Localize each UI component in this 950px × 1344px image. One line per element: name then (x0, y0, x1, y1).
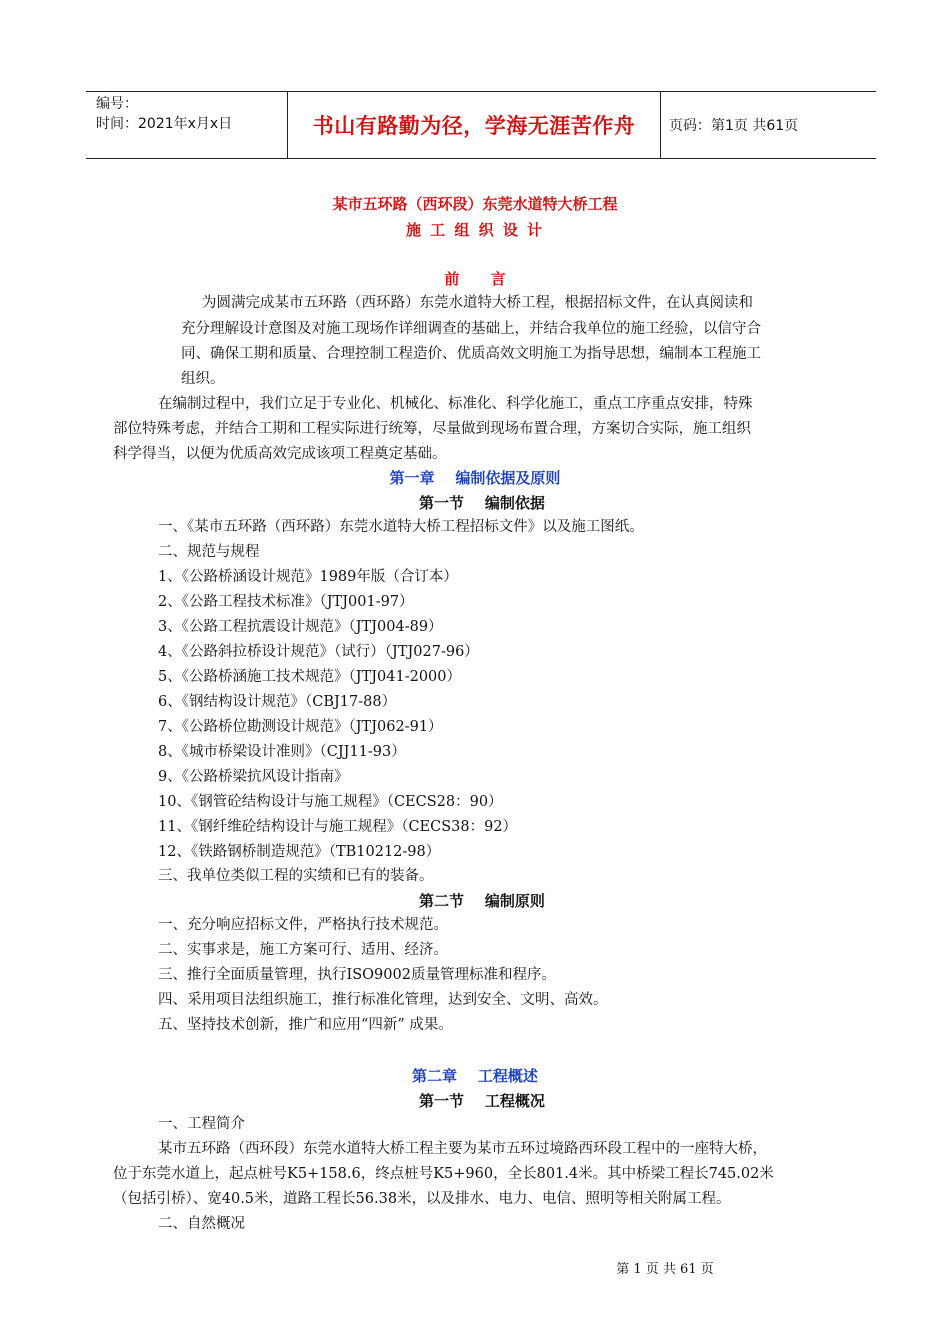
header-page-label: 页码：第1页 共61页 (669, 118, 799, 134)
principle-item: 五、坚持技术创新，推广和应用“四新” 成果。 (158, 1017, 453, 1033)
overview-line: （包括引桥）、宽40.5米，道路工程长56.38米，以及排水、电力、电信、照明等相关附属工程。 (113, 1191, 731, 1207)
basis-item: 12、《铁路钢桥制造规范》（TB10212-98） (158, 844, 441, 860)
page-header (86, 91, 876, 159)
basis-item: 8、《城市桥梁设计准则》（CJJ11-93） (158, 744, 406, 760)
basis-item: 三、我单位类似工程的实绩和已有的装备。 (158, 868, 434, 884)
section-1-2-heading: 第二节 编制原则 (419, 892, 545, 910)
preface-p1-line: 组织。 (181, 371, 225, 387)
time-label: 时间：2021年x月x日 (96, 116, 233, 132)
basis-item: 3、《公路工程抗震设计规范》（JTJ004-89） (158, 619, 443, 635)
basis-item: 1、《公路桥涵设计规范》1989年版（合订本） (158, 569, 458, 585)
basis-item: 4、《公路斜拉桥设计规范》（试行）（JTJ027-96） (158, 644, 479, 660)
basis-item: 一、《某市五环路（西环路）东莞水道特大桥工程招标文件》以及施工图纸。 (158, 519, 644, 535)
principle-item: 一、充分响应招标文件，严格执行技术规范。 (158, 917, 448, 933)
preface-p2-line: 在编制过程中，我们立足于专业化、机械化、标准化、科学化施工，重点工序重点安排，特殊 (158, 396, 753, 412)
preface-p1-line: 充分理解设计意图及对施工现场作详细调查的基础上，并结合我单位的施工经验，以信守合 (181, 321, 761, 337)
basis-item: 5、《公路桥涵施工技术规范》（JTJ041-2000） (158, 669, 461, 685)
preface-p1-line: 同、确保工期和质量、合理控制工程造价、优质高效文明施工为指导思想，编制本工程施工 (181, 346, 761, 362)
section-2-1-heading: 第一节 工程概况 (419, 1092, 545, 1110)
document-subtitle: 施 工 组 织 设 计 (405, 221, 545, 239)
basis-item: 10、《钢管砼结构设计与施工规程》（CECS28：90） (158, 794, 503, 810)
nature-heading: 二、自然概况 (158, 1216, 245, 1232)
number-label: 编号： (96, 96, 138, 112)
header-motto: 书山有路勤为径，学海无涯苦作舟 (288, 92, 661, 158)
basis-item: 7、《公路桥位勘测设计规范》（JTJ062-91） (158, 719, 443, 735)
chapter-1-heading: 第一章 编制依据及原则 (389, 469, 561, 487)
basis-item: 2、《公路工程技术标准》（JTJ001-97） (158, 594, 414, 610)
document-title: 某市五环路（西环段）东莞水道特大桥工程 (332, 195, 618, 213)
overview-line: 某市五环路（西环段）东莞水道特大桥工程主要为某市五环过境路西环段工程中的一座特大桥， (158, 1141, 767, 1157)
basis-item: 6、《钢结构设计规范》（CBJ17-88） (158, 694, 397, 710)
section-1-1-heading: 第一节 编制依据 (419, 494, 545, 512)
chapter-2-heading: 第二章 工程概述 (412, 1067, 538, 1085)
preface-p1-line: 为圆满完成某市五环路（西环路）东莞水道特大桥工程，根据招标文件，在认真阅读和 (202, 295, 753, 311)
overview-line: 位于东莞水道上，起点桩号K5+158.6，终点桩号K5+960，全长801.4米。其中桥梁工程长745.02米 (113, 1166, 774, 1182)
basis-item: 9、《公路桥梁抗风设计指南》 (158, 769, 349, 785)
page-footer: 第 1 页 共 61 页 (616, 1262, 714, 1277)
overview-heading: 一、工程简介 (158, 1116, 245, 1132)
preface-heading: 前 言 (444, 270, 506, 288)
basis-item: 二、规范与规程 (158, 544, 260, 560)
preface-p2-line: 科学得当，以便为优质高效完成该项工程奠定基础。 (113, 446, 447, 462)
principle-item: 二、实事求是，施工方案可行、适用、经济。 (158, 942, 448, 958)
basis-item: 11、《钢纤维砼结构设计与施工规程》（CECS38：92） (158, 819, 518, 835)
header-meta (86, 92, 288, 158)
principle-item: 三、推行全面质量管理，执行ISO9002质量管理标准和程序。 (158, 967, 556, 983)
preface-p2-line: 部位特殊考虑，并结合工期和工程实际进行统筹，尽量做到现场布置合理，方案切合实际，施工组织 (113, 421, 751, 437)
principle-item: 四、采用项目法组织施工，推行标准化管理，达到安全、文明、高效。 (158, 992, 608, 1008)
